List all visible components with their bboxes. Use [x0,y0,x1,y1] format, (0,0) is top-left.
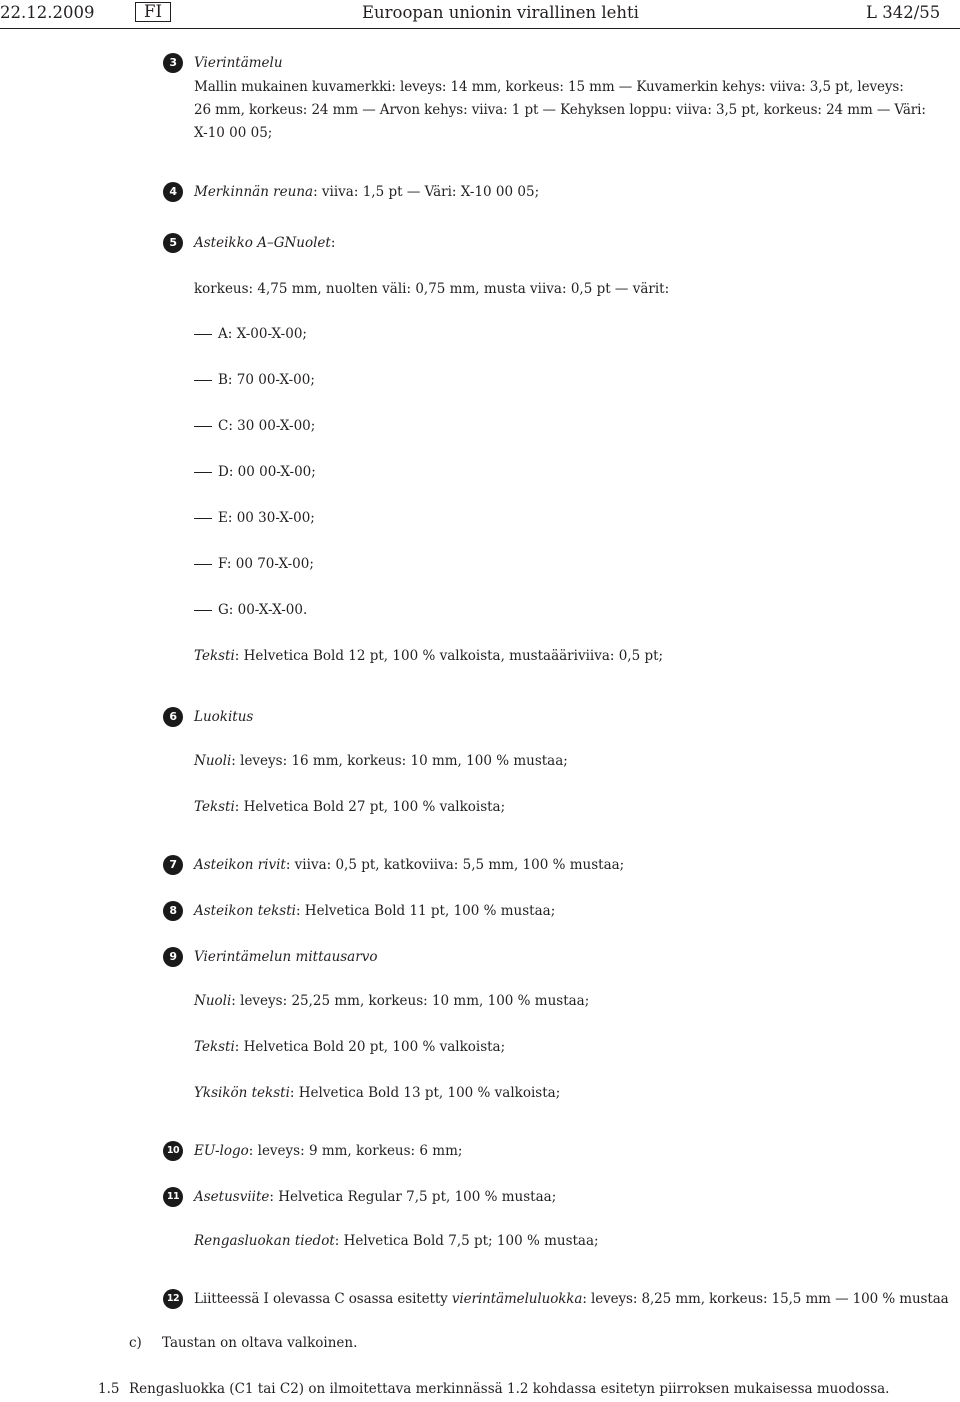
header-page-number: L 342/55 [866,3,941,22]
list-dash [194,426,212,427]
item7-text: Asteikon rivit: viiva: 0,5 pt, katkoviiva: 5,5 mm, 100 % mustaa; [194,857,625,873]
item-number-badge-11: 11 [163,1187,183,1207]
item8-text: Asteikon teksti: Helvetica Bold 11 pt, 100 % mustaa; [194,903,556,919]
item6-arrow-spec: Nuoli: leveys: 16 mm, korkeus: 10 mm, 100 % mustaa; [194,753,568,769]
color-item-g: G: 00-X-X-00. [218,602,308,618]
item5-intro: korkeus: 4,75 mm, nuolten väli: 0,75 mm, musta viiva: 0,5 pt — värit: [194,281,670,297]
item-number-badge-7: 7 [163,855,183,875]
item9-text-spec: Teksti: Helvetica Bold 20 pt, 100 % valkoista; [194,1039,506,1055]
item12-text: Liitteessä I olevassa C osassa esitetty vierintämeluluokka: leveys: 8,25 mm, korkeus: 15,5 mm — 100 % mustaa [194,1291,949,1307]
list-dash [194,518,212,519]
item5-title: Asteikko A–GNuolet: [194,235,336,251]
item9-arrow-spec: Nuoli: leveys: 25,25 mm, korkeus: 10 mm, 100 % mustaa; [194,993,590,1009]
item-number-badge-4: 4 [163,182,183,202]
page-header [0,0,960,30]
para-1-5-text: Rengasluokka (C1 tai C2) on ilmoitettava merkinnässä 1.2 kohdassa esitetyn piirroksen mukaisessa muodossa. [129,1381,890,1397]
item-number-badge-6: 6 [163,707,183,727]
para-c-text: Taustan on oltava valkoinen. [162,1335,358,1351]
item-number-badge-5: 5 [163,233,183,253]
para-c-marker: c) [129,1335,142,1351]
item-number-badge-10: 10 [163,1141,183,1161]
header-journal-title: Euroopan unionin virallinen lehti [362,3,639,22]
item9-title: Vierintämelun mittausarvo [194,949,378,965]
header-date: 22.12.2009 [0,3,95,22]
list-dash [194,334,212,335]
list-dash [194,380,212,381]
item3-title: Vierintämelu [194,55,283,71]
item4-text: Merkinnän reuna: viiva: 1,5 pt — Väri: X-10 00 05; [194,184,540,200]
item3-line3: X-10 00 05; [194,125,273,141]
item10-text: EU-logo: leveys: 9 mm, korkeus: 6 mm; [194,1143,463,1159]
list-dash [194,472,212,473]
item-number-badge-3: 3 [163,53,183,73]
item6-title: Luokitus [194,709,254,725]
color-item-d: D: 00 00-X-00; [218,464,316,480]
item-number-badge-8: 8 [163,901,183,921]
list-dash [194,564,212,565]
color-item-a: A: X-00-X-00; [218,326,307,342]
header-language: FI [135,2,171,22]
item-number-badge-9: 9 [163,947,183,967]
para-1-5-marker: 1.5 [98,1381,120,1397]
color-item-e: E: 00 30-X-00; [218,510,315,526]
header-rule [0,28,960,29]
item3-line1: Mallin mukainen kuvamerkki: leveys: 14 mm, korkeus: 15 mm — Kuvamerkin kehys: viiva: 3,5 pt, leveys: [194,79,904,95]
color-item-c: C: 30 00-X-00; [218,418,316,434]
list-dash [194,610,212,611]
item-number-badge-12: 12 [163,1289,183,1309]
item11-text2: Rengasluokan tiedot: Helvetica Bold 7,5 pt; 100 % mustaa; [194,1233,599,1249]
item9-unit-spec: Yksikön teksti: Helvetica Bold 13 pt, 100 % valkoista; [194,1085,561,1101]
color-item-b: B: 70 00-X-00; [218,372,315,388]
item11-text: Asetusviite: Helvetica Regular 7,5 pt, 100 % mustaa; [194,1189,557,1205]
item6-text-spec: Teksti: Helvetica Bold 27 pt, 100 % valkoista; [194,799,506,815]
color-item-f: F: 00 70-X-00; [218,556,314,572]
item5-text-spec: Teksti: Helvetica Bold 12 pt, 100 % valkoista, mustaääriviiva: 0,5 pt; [194,648,664,664]
item3-line2: 26 mm, korkeus: 24 mm — Arvon kehys: viiva: 1 pt — Kehyksen loppu: viiva: 3,5 pt, korkeus: 24 mm — Väri: [194,102,926,118]
